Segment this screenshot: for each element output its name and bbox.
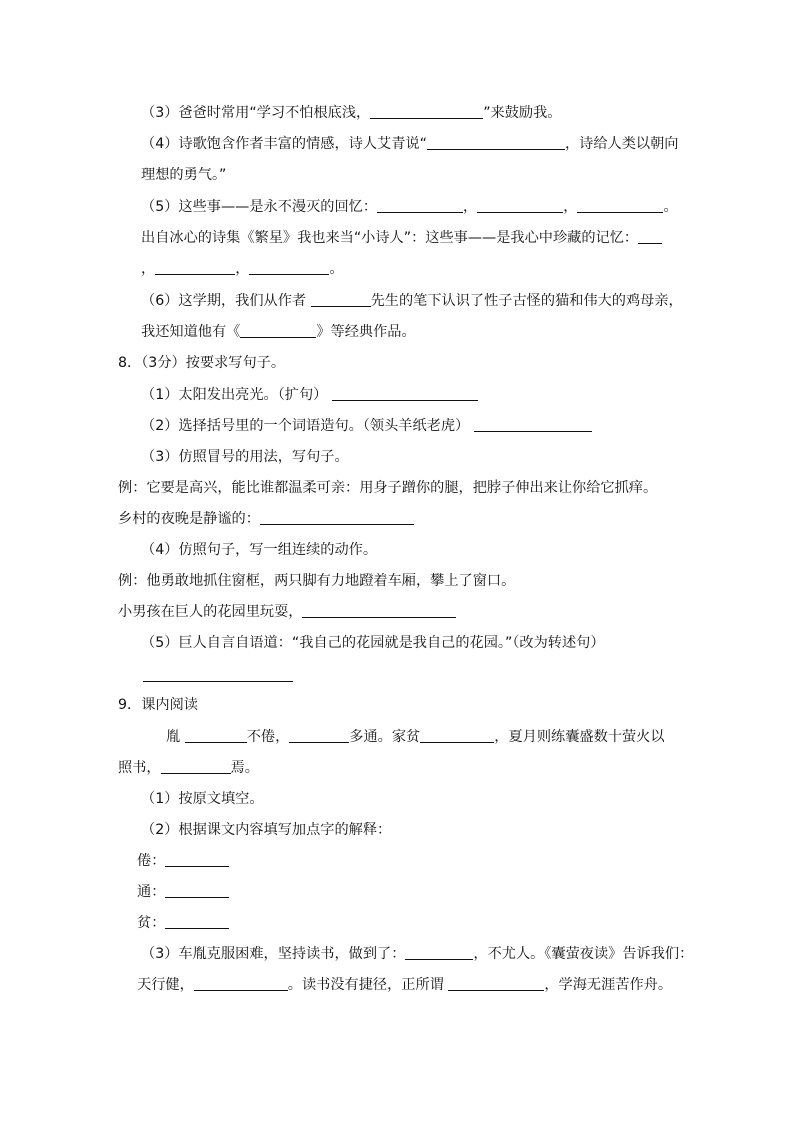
q9-title: 9．课内阅读 [118, 697, 198, 713]
q7-5-sep-2: ， [563, 199, 578, 215]
q9-3-text-c: 天行健， [137, 977, 194, 993]
q8-4-blank[interactable] [302, 602, 456, 618]
q9-3-text-e: ，学海无涯苦作舟。 [544, 977, 673, 993]
q8-2-line [141, 416, 592, 436]
q8-1-line [141, 385, 478, 405]
q8-3-prompt [118, 509, 414, 529]
q7-5-text-a: （5）这些事——是永不漫灭的回忆： [141, 199, 378, 215]
q7-4-line2 [141, 165, 226, 185]
q9-word-tong-blank[interactable] [165, 882, 229, 898]
q8-1-blank[interactable] [332, 385, 478, 401]
q8-2-blank[interactable] [474, 416, 592, 432]
q9-passage-blank-2[interactable] [289, 727, 349, 743]
q8-3-prompt-text: 乡村的夜晚是静谧的： [118, 511, 260, 527]
q7-5-comma-2: ， [235, 261, 250, 277]
q8-1-text: （1）太阳发出亮光。（扩句） [141, 387, 328, 403]
q8-title: 8．（3分）按要求写句子。 [118, 355, 286, 371]
q7-6-line1 [141, 291, 683, 311]
q7-4-text-c: 理想的勇气。” [141, 167, 227, 183]
q7-6-blank-1[interactable] [311, 291, 371, 307]
q7-6-text-a: （6）这学期，我们从作者 [141, 293, 307, 309]
q9-3-text-a: （3）车胤克服困难，坚持读书，做到了： [141, 946, 406, 962]
q8-3-example: 例：它要是高兴，能比谁都温柔可亲：用身子蹭你的腿，把脖子伸出来让你给它抓痒。 [118, 480, 658, 496]
q8-5-blank[interactable] [143, 666, 293, 682]
q9-3-text-d: 。读书没有捷径，正所谓 [287, 977, 444, 993]
q7-5-blank-2[interactable] [477, 197, 563, 213]
q7-5-line1 [141, 197, 678, 217]
q9-word-pin-blank[interactable] [165, 913, 229, 929]
q9-1-line: （1）按原文填空。 [141, 791, 264, 807]
q7-6-text-d: 》等经典作品。 [316, 324, 416, 340]
q9-word-tong [137, 882, 229, 902]
q8-3-blank[interactable] [260, 509, 414, 525]
q7-6-line2 [141, 322, 416, 342]
q7-3-text-a: （3）爸爸时常用“学习不怕根底浅， [141, 105, 371, 121]
q9-passage-blank-4[interactable] [161, 758, 231, 774]
q8-4-prompt-text: 小男孩在巨人的花园里玩耍， [118, 604, 303, 620]
q7-5-comma-1: ， [141, 261, 156, 277]
q7-4-line1 [141, 134, 678, 154]
q9-passage-line2 [118, 758, 259, 778]
q7-3-line [141, 103, 562, 123]
q9-passage-blank-3[interactable] [420, 727, 494, 743]
q9-word-juan [137, 851, 229, 871]
q7-4-text-a: （4）诗歌饱含作者丰富的情感，诗人艾青说“ [141, 136, 427, 152]
q7-6-blank-2[interactable] [240, 322, 316, 338]
q8-4-line: （4）仿照句子，写一组连续的动作。 [141, 542, 378, 558]
q9-word-juan-label: 倦： [137, 853, 166, 869]
q9-word-pin [137, 913, 229, 933]
q9-3-blank-3[interactable] [448, 975, 544, 991]
q9-3-blank-1[interactable] [405, 944, 473, 960]
q9-passage-c: 多通。家贫 [349, 729, 421, 745]
q8-4-prompt [118, 602, 456, 622]
q9-3-blank-2[interactable] [194, 975, 288, 991]
q9-3-line2 [137, 975, 672, 995]
q9-passage-b: 不倦， [246, 729, 290, 745]
q7-6-text-c: 我还知道他有《 [141, 324, 241, 340]
q7-5-blank-5[interactable] [155, 259, 235, 275]
q9-2-line: （2）根据课文内容填写加点字的解释： [141, 822, 392, 838]
q9-word-pin-label: 贫： [137, 915, 166, 931]
q9-passage-d: ，夏月则练囊盛数十萤火以 [494, 729, 665, 745]
q9-word-juan-blank[interactable] [165, 851, 229, 867]
q9-passage-e: 照书， [118, 760, 161, 776]
q7-5-blank-1[interactable] [377, 197, 463, 213]
q9-3-text-b: ，不尤人。《囊萤夜读》告诉我们： [473, 946, 694, 962]
q7-5-blank-6[interactable] [249, 259, 329, 275]
q7-4-text-b: ，诗给人类以朝向 [564, 136, 679, 152]
q7-3-text-b: ”来鼓励我。 [483, 105, 562, 121]
q9-passage-f: 焉。 [230, 760, 259, 776]
q7-5-text-b: 出自冰心的诗集《繁星》我也来当“小诗人”：这些事——是我心中珍藏的记忆： [141, 230, 639, 246]
q8-3-line: （3）仿照冒号的用法，写句子。 [141, 449, 349, 465]
q9-passage-blank-1[interactable] [185, 727, 247, 743]
q7-5-blank-4[interactable] [638, 228, 662, 244]
q7-4-blank[interactable] [427, 134, 565, 150]
q7-5-line2 [141, 228, 662, 248]
q7-5-end: 。 [663, 199, 678, 215]
q9-3-line1 [141, 944, 693, 964]
q7-3-blank[interactable] [370, 103, 483, 119]
q8-2-text: （2）选择括号里的一个词语造句。（领头羊纸老虎） [141, 418, 470, 434]
q7-5-period: 。 [329, 261, 344, 277]
q9-passage-a: 胤 [166, 729, 181, 745]
q8-4-example: 例：他勇敢地抓住窗框，两只脚有力地蹬着车厢，攀上了窗口。 [118, 573, 516, 589]
q9-word-tong-label: 通： [137, 884, 166, 900]
q7-5-line3 [141, 259, 344, 279]
q9-passage-line1 [166, 727, 665, 747]
q8-5-line: （5）巨人自言自语道：“我自己的花园就是我自己的花园。”（改为转述句） [141, 635, 605, 651]
q7-6-text-b: 先生的笔下认识了性子古怪的猫和伟大的鸡母亲， [370, 293, 683, 309]
q7-5-sep-1: ， [463, 199, 478, 215]
q7-5-blank-3[interactable] [577, 197, 663, 213]
